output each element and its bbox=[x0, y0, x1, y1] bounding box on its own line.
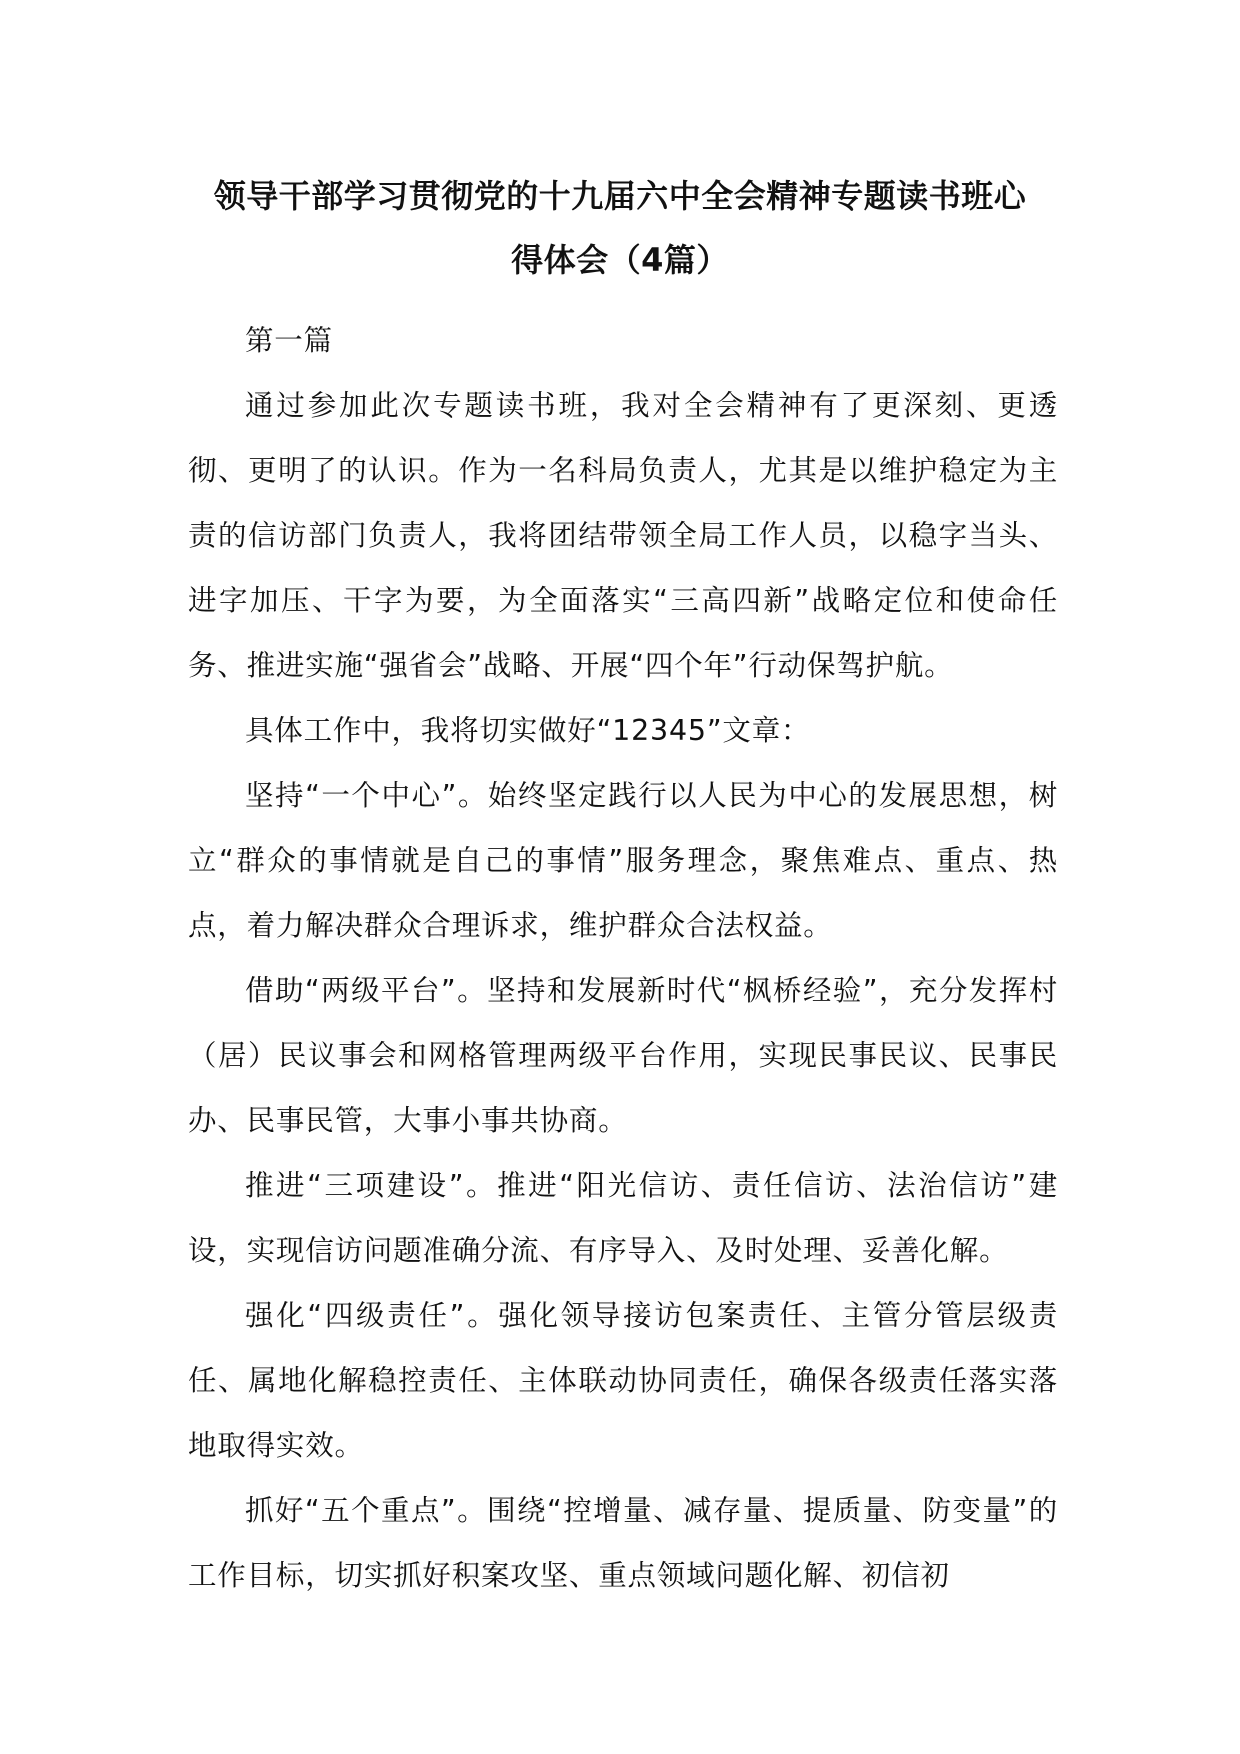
paragraph-6: 强化“四级责任”。强化领导接访包案责任、主管分管层级责任、属地化解稳控责任、主体联动协同责任，确保各级责任落实落地取得实效。 bbox=[188, 1299, 1058, 1462]
document-title-line-2: 得体会（4篇） bbox=[511, 241, 729, 279]
document-title-line-1: 领导干部学习贯彻党的十九届六中全会精神专题读书班心 bbox=[213, 177, 1027, 215]
paragraph-2: 具体工作中，我将切实做好“12345”文章： bbox=[245, 714, 811, 747]
document-body bbox=[188, 308, 1058, 1608]
paragraph-3: 坚持“一个中心”。始终坚定践行以人民为中心的发展思想，树立“群众的事情就是自己的事情”服务理念，聚焦难点、重点、热点，着力解决群众合理诉求，维护群众合法权益。 bbox=[188, 779, 1058, 942]
paragraph-5: 推进“三项建设”。推进“阳光信访、责任信访、法治信访”建设，实现信访问题准确分流、有序导入、及时处理、妥善化解。 bbox=[188, 1169, 1058, 1267]
paragraph-4: 借助“两级平台”。坚持和发展新时代“枫桥经验”，充分发挥村（居）民议事会和网格管理两级平台作用，实现民事民议、民事民办、民事民管，大事小事共协商。 bbox=[188, 974, 1058, 1137]
paragraph-1: 通过参加此次专题读书班，我对全会精神有了更深刻、更透彻、更明了的认识。作为一名科局负责人，尤其是以维护稳定为主责的信访部门负责人，我将团结带领全局工作人员，以稳字当头、进字加压、干字为要，为全面落实“三高四新”战略定位和使命任务、推进实施“强省会”战略、开展“四个年”行动保驾护航。 bbox=[188, 389, 1058, 682]
paragraph-7: 抓好“五个重点”。围绕“控增量、减存量、提质量、防变量”的工作目标，切实抓好积案攻坚、重点领域问题化解、初信初 bbox=[188, 1494, 1058, 1592]
section-heading: 第一篇 bbox=[245, 324, 333, 357]
